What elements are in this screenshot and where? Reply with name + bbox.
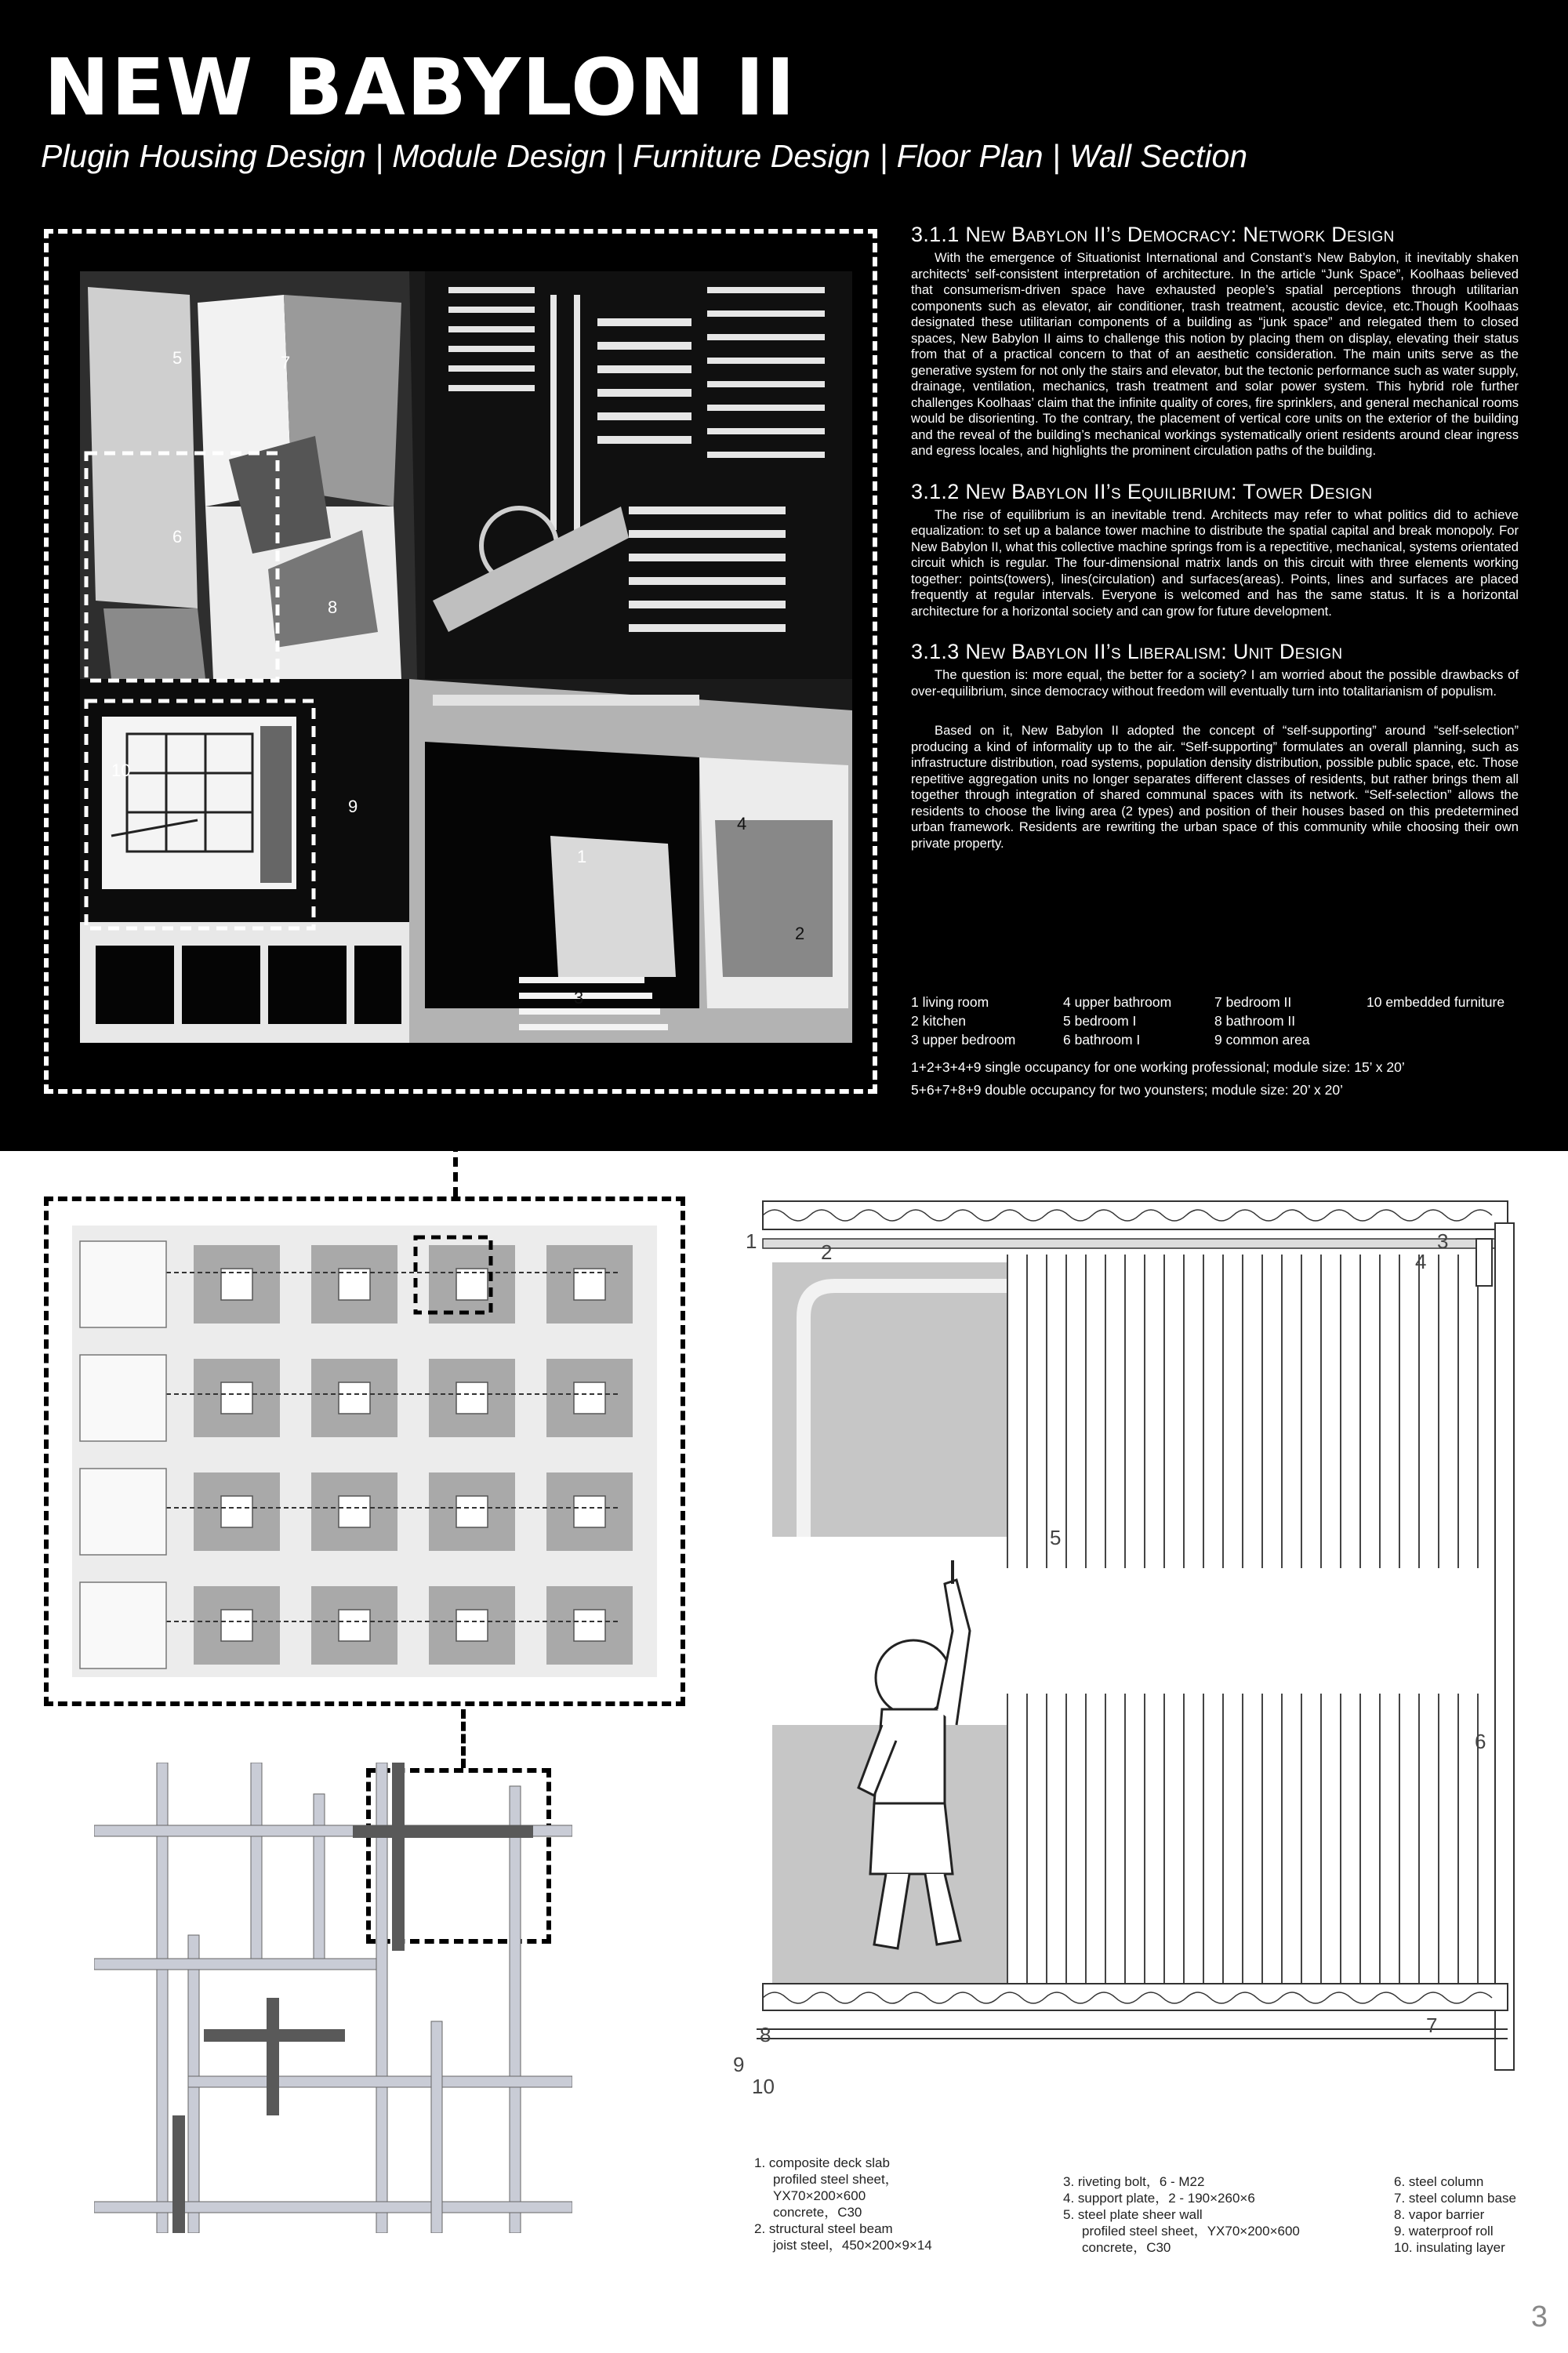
material-notes-col-1 xyxy=(754,2155,932,2253)
note-line: 2. structural steel beam xyxy=(754,2221,893,2236)
legend-item xyxy=(1367,1013,1523,1029)
section-paragraph-unit-1: The question is: more equal, the better for a society? I am worried about the possible drawbacks of over-equilibrium, since democracy without freedom will eventually turn into totalitarianism of populism. xyxy=(911,667,1519,699)
material-notes-col-3 xyxy=(1394,2173,1516,2256)
beam-grid-drawing xyxy=(94,1763,572,2233)
essay-text-column xyxy=(911,223,1519,852)
render-label-2: 2 xyxy=(795,924,805,943)
note-line: YX70×200×600 xyxy=(773,2188,866,2203)
connector-line-mid xyxy=(461,1709,466,1768)
note-line: 1. composite deck slab xyxy=(754,2155,890,2170)
note-line: 7. steel column base xyxy=(1394,2191,1516,2206)
connector-line-top xyxy=(453,1098,458,1196)
wall-section-drawing xyxy=(733,1192,1541,2098)
room-legend-grid xyxy=(911,994,1523,1048)
section-heading-network: 3.1.1 New Babylon II’s Democracy: Network Design xyxy=(911,223,1395,246)
section-label-1: 1 xyxy=(746,1229,757,1253)
page-title: NEW BABYLON II xyxy=(44,42,797,133)
render-label-1: 1 xyxy=(577,847,587,866)
render-label-4: 4 xyxy=(737,814,747,833)
legend-item: 6 bathroom I xyxy=(1063,1032,1141,1048)
legend-item xyxy=(1367,1032,1523,1048)
render-label-5: 5 xyxy=(172,348,183,368)
legend-item: 10 embedded furniture xyxy=(1367,994,1505,1010)
section-label-10: 10 xyxy=(752,2075,775,2098)
legend-item: 5 bedroom I xyxy=(1063,1013,1137,1029)
structural-beam-grid xyxy=(94,1763,572,2233)
legend-item: 8 bathroom II xyxy=(1214,1013,1296,1029)
double-occupancy-note: 5+6+7+8+9 double occupancy for two younsters; module size: 20’ x 20’ xyxy=(911,1082,1343,1098)
render-label-6: 6 xyxy=(172,527,183,546)
note-line: 8. vapor barrier xyxy=(1394,2207,1485,2222)
note-line: profiled steel sheet，YX70×200×600 xyxy=(1082,2224,1300,2239)
note-line: concrete，C30 xyxy=(773,2205,862,2220)
render-label-8: 8 xyxy=(328,597,338,617)
legend-item: 1 living room xyxy=(911,994,989,1010)
section-label-5: 5 xyxy=(1050,1526,1062,1549)
note-line: profiled steel sheet， xyxy=(773,2172,898,2187)
section-label-2: 2 xyxy=(821,1240,833,1264)
section-label-9: 9 xyxy=(733,2053,745,2076)
section-label-8: 8 xyxy=(760,2023,771,2046)
render-label-10: 10 xyxy=(111,761,131,780)
note-line: 4. support plate，2 - 190×260×6 xyxy=(1063,2191,1255,2206)
unit-axonometric-render xyxy=(80,271,852,1043)
render-label-9: 9 xyxy=(348,797,358,816)
section-label-6: 6 xyxy=(1475,1730,1486,1753)
header-panel xyxy=(0,0,1568,1151)
note-line: 10. insulating layer xyxy=(1394,2240,1505,2255)
section-paragraph-tower: The rise of equilibrium is an inevitable trend. Architects may refer to what politics did to achieve equalization: to set up a balance tower machine to distribute the spatial capital and break monopoly. For New Babylon II, what this collective machine springs from is a repectitive, mechanical, systems orientated circuit which is regular. The four-dimensional matrix lands on this circuit with three elements working together: points(towers), lines(circulation) and surfaces(areas). Points, lines and surfaces are placed frequently at regular intervals. Everyone is welcomed and has the same status. It is a horizontal architecture for a horizontal society and can grow for future development. xyxy=(911,507,1519,619)
single-occupancy-note: 1+2+3+4+9 single occupancy for one working professional; module size: 15’ x 20’ xyxy=(911,1059,1405,1075)
legend-item: 4 upper bathroom xyxy=(1063,994,1172,1010)
section-paragraph-unit-2: Based on it, New Babylon II adopted the concept of “self-supporting” around “self-selection” producing a kind of informality up to the air. “Self-supporting” formulates an overall planning, such as infrastructure distribution, road systems, population density distribution, possible public space, etc. Those repetitive aggregation units no longer separates different classes of residents, but rather brings them all together through integration of shared communal spaces with its network. “Self-selection” allows the residents to choose the living area (2 types) and position of their houses based on this predetermined urban framework. Residents are rewriting the urban space of this community while choosing their own private property. xyxy=(911,723,1519,851)
site-plan-drawing xyxy=(72,1226,657,1677)
page-subtitle: Plugin Housing Design | Module Design | Furniture Design | Floor Plan | Wall Section xyxy=(41,138,1248,174)
note-line: concrete，C30 xyxy=(1082,2240,1171,2255)
section-paragraph-network: With the emergence of Situationist International and Constant’s New Babylon, it inevitably shaken architects’ self-consistent interpretation of architecture. In the article “Junk Space”, Koolhaas believed that consumerism-driven space have exhausted people’s spatial perceptions through utilitarian components such as elevator, air conditioner, trash treatment, acoustic device, etc.Though Koolhaas designated these utilitarian components of a building as “junk space” and relegated them to closed spaces, New Babylon II aims to challenge this notion by placing them on display, elevating their status from that of a practical concern to that of an aesthetic consideration. The main units serve as the generative system for not only the stairs and elevator, but the tectonic performance such as water supply, drainage, ventilation, mechanics, trash treatment and solar power system. This hybrid role further challenges Koolhaas’ claim that the infinite quality of cores, fire sprinklers, and general mechanical rooms would be disorienting. To the contrary, the placement of vertical core units on the exterior of the building and the reveal of the building’s mechanical workings systematically orient residents around clear ingress and egress locales, and highlights the prominent circulation paths of the building. xyxy=(911,250,1519,458)
site-plan xyxy=(72,1226,657,1677)
material-notes-col-2 xyxy=(1063,2173,1300,2256)
legend-item: 7 bedroom II xyxy=(1214,994,1292,1010)
note-line: 6. steel column xyxy=(1394,2174,1484,2189)
note-line: joist steel，450×200×9×14 xyxy=(773,2238,932,2253)
note-line: 9. waterproof roll xyxy=(1394,2224,1494,2239)
section-label-3: 3 xyxy=(1437,1229,1449,1253)
section-label-4: 4 xyxy=(1415,1250,1427,1273)
wall-section-svg xyxy=(757,1192,1541,2093)
render-label-6-7: 7 xyxy=(281,353,291,372)
room-legend xyxy=(911,994,1523,1098)
section-heading-unit: 3.1.3 New Babylon II’s Liberalism: Unit Design xyxy=(911,640,1343,663)
section-heading-tower: 3.1.2 New Babylon II’s Equilibrium: Tower Design xyxy=(911,479,1373,503)
note-line: 5. steel plate sheer wall xyxy=(1063,2207,1203,2222)
note-line: 3. riveting bolt，6 - M22 xyxy=(1063,2174,1205,2189)
section-label-7: 7 xyxy=(1426,2013,1438,2037)
render-label-3: 3 xyxy=(574,988,584,1008)
legend-item: 3 upper bedroom xyxy=(911,1032,1016,1048)
legend-item: 2 kitchen xyxy=(911,1013,967,1029)
unit-render-drawing xyxy=(80,271,852,1043)
page-number: 3 xyxy=(1530,2300,1548,2333)
legend-item: 9 common area xyxy=(1214,1032,1310,1048)
